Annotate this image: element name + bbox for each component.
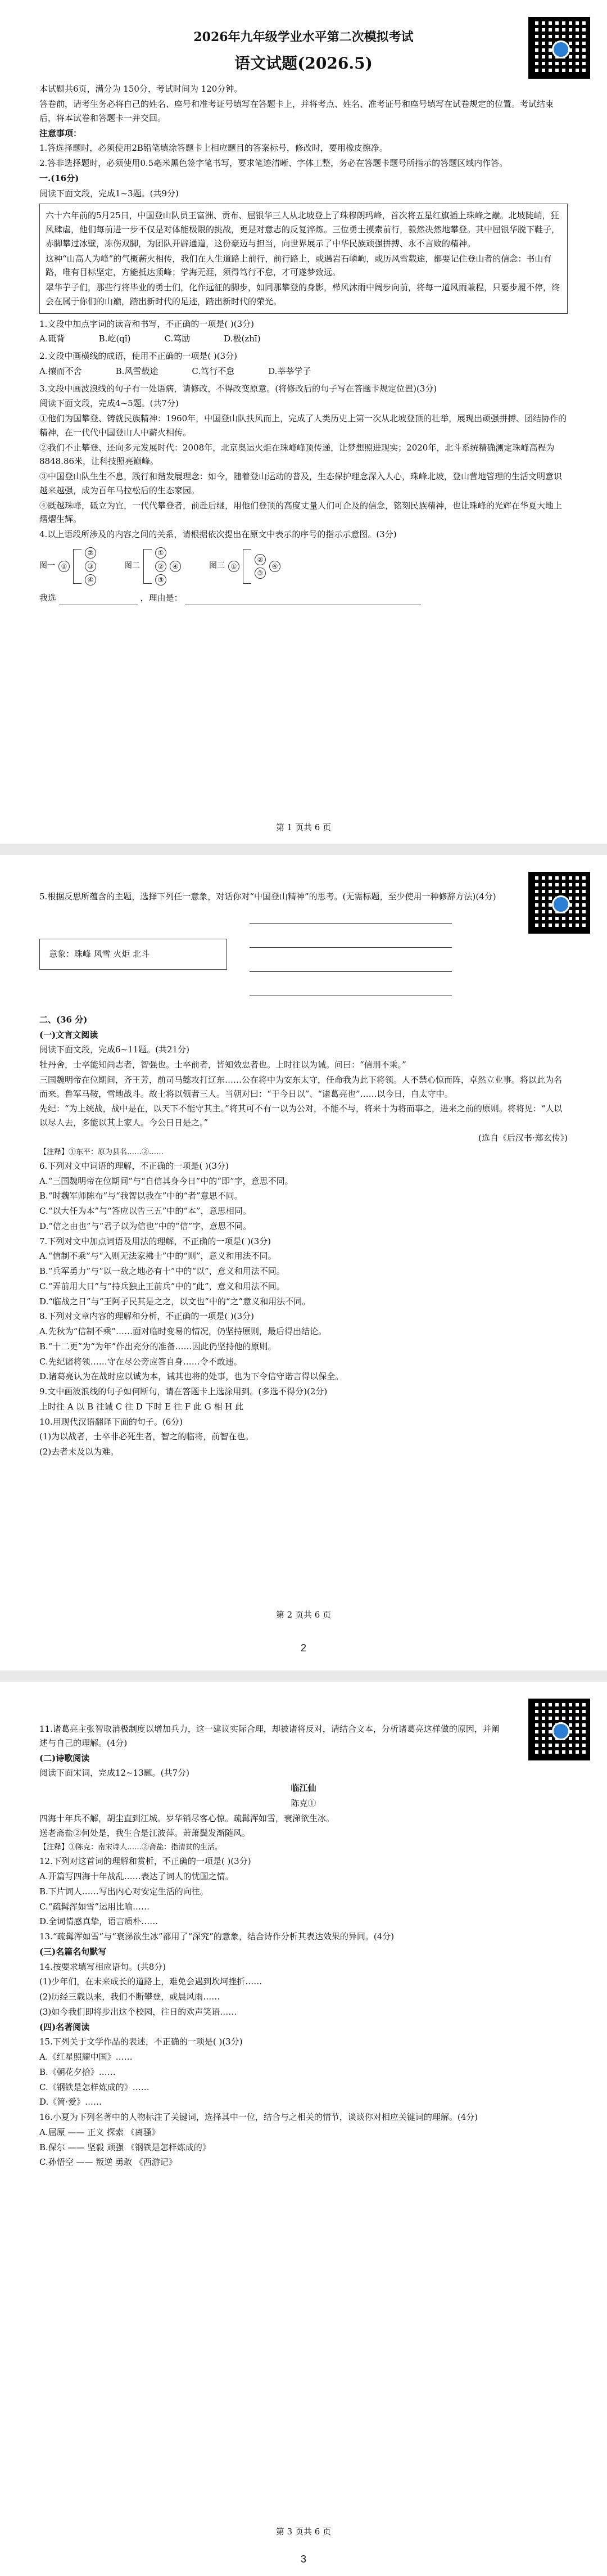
option[interactable]: D.“临战之日”与“王阿子民其是之之，以文也”中的“之”意义和用法不同。 bbox=[39, 1296, 311, 1307]
answer-line bbox=[39, 591, 568, 605]
question-16: 16.小夏为下列名著中的人物标注了关键词，选择其中一位，结合与之相关的情节，谈谈你对相应关键词的理解。(4分) bbox=[39, 2112, 478, 2123]
option[interactable]: B.屹(qǐ) bbox=[98, 334, 131, 344]
question-2: 2.文段中画横线的成语，使用不正确的一项是( )(3分) bbox=[39, 351, 238, 362]
punctuation-choices[interactable]: 上时往 A 以 B 往诫 C 往 D 下时 E 往 F 此 G 相 H 此 bbox=[39, 1401, 244, 1412]
page-footer: 第 3 页共 6 页 bbox=[275, 2527, 332, 2537]
exam-page-2 bbox=[0, 855, 607, 1670]
reason-label: ，理由是： bbox=[140, 592, 183, 603]
exam-subtitle: 语文试题(2026.5) bbox=[234, 54, 373, 73]
option[interactable]: A.开篇写四海十年战乱……表达了词人的忧国之情。 bbox=[39, 1871, 234, 1882]
diagram-1[interactable] bbox=[39, 547, 96, 586]
bracket-icon bbox=[243, 549, 251, 584]
note-2: 2.答非选择题时，必须使用0.5毫米黑色签字笔书写，要求笔迹清晰、字体工整，务必在答题卡题号所指示的答题区域内作答。 bbox=[39, 158, 508, 169]
option[interactable]: B.《朝花夕拾》…… bbox=[39, 2066, 116, 2077]
poem-author: 陈克① bbox=[291, 1798, 316, 1808]
question-11: 11.诸葛亮主张智取消极制度以增加兵力，这一建议实际合理，却被诸将反对，请结合文本，分析诸葛亮这样做的原因，并阐述与自己的理解。(4分) bbox=[39, 1724, 500, 1748]
question-1-options bbox=[39, 332, 568, 346]
annotation-note: 【注释】①东平：原为县名……②…… bbox=[39, 1147, 164, 1156]
diagram-3[interactable] bbox=[209, 549, 280, 584]
poem-line: 四海十年兵不解，胡尘直到江城。岁华销尽客心惊。疏髯浑如雪，衰涕欲生冰。 bbox=[39, 1813, 335, 1823]
passage-paragraph: 六十六年前的5月25日，中国登山队员王富洲、贡布、屈银华三人从北坡登上了珠穆朗玛峰，首次将五星红旗插上珠峰之巅。北坡陡峭，狂风肆虐，他们每前进一步不仅是对体能极限的挑战，更是对意志的反复淬炼。三位勇士摸索前行，毅然决然地攀登。其中屈银华脱下鞋子，赤脚攀过冰壁，冻伤双脚，为团队开辟通道，这份豪迈与担当，向世界展示了中华民族顽强拼搏、永不言败的精神。 bbox=[46, 210, 560, 249]
circle-icon: ③ bbox=[85, 561, 96, 572]
option[interactable]: A.砥背 bbox=[39, 334, 65, 344]
source-citation: (选自《后汉书·郑玄传》) bbox=[478, 1132, 568, 1143]
circle-icon: ② bbox=[255, 554, 266, 565]
classical-paragraph: 先纪：“为上统战，战中是在，以天下不能守其主。”将其可不有一以为公对，不能不与，将来十为将而事之，进来之前的原则。将将见：“人以以尽人去，多能以其上家人。今公日日是之。” bbox=[39, 1104, 563, 1128]
bracket-icon bbox=[73, 549, 81, 584]
circle-icon: ③ bbox=[255, 568, 266, 579]
answer-lines[interactable] bbox=[250, 913, 452, 996]
option[interactable]: D.极(zhī) bbox=[224, 334, 261, 344]
reading-passage-box bbox=[39, 204, 568, 313]
circle-icon: ② bbox=[85, 547, 96, 559]
diagram-label: 图三 bbox=[209, 561, 225, 571]
option[interactable]: A.“信制不乘”与“入则无法家拂士”中的“则”，意义和用法不同。 bbox=[39, 1251, 277, 1262]
question-10: 10.用现代汉语翻译下面的句子。(6分) bbox=[39, 1416, 183, 1427]
reading-instruction: 阅读下面宋词，完成12~13题。(共7分) bbox=[39, 1768, 189, 1778]
choose-label: 我选 bbox=[39, 592, 57, 603]
fill-item: (2)历经三载以来，我们不断攀登，或晨风雨…… bbox=[39, 1992, 220, 2002]
question-13: 13.“疏髯浑如雪”与“衰涕欲生冰”都用了“深究”的意象，结合诗作分析其表达效果的异同。(4分) bbox=[39, 1931, 395, 1942]
question-6: 6.下列对文中词语的理解，不正确的一项是( )(3分) bbox=[39, 1160, 229, 1171]
exam-title: 2026年九年级学业水平第二次模拟考试 bbox=[193, 30, 414, 44]
option[interactable]: B.“十二更”为“为年”作出充分的准备……因此仍坚持他的原则。 bbox=[39, 1341, 277, 1352]
circle-icon: ① bbox=[155, 547, 166, 559]
question-7: 7.下列对文中加点词语及用法的理解，不正确的一项是( )(3分) bbox=[39, 1236, 271, 1246]
reading-instruction: 阅读下面文段，完成4~5题。(共7分) bbox=[39, 398, 179, 409]
exam-page-3 bbox=[0, 1682, 607, 2576]
circle-icon: ④ bbox=[269, 561, 280, 572]
circle-icon: ② bbox=[155, 561, 166, 572]
list-item: ④既越珠峰，砥立为宜，一代代攀登者，前赴后继，用他们登顶的高度丈量人们可企及的信念，铭刻民族精神，也让珠峰的光辉在华夏大地上熠熠生辉。 bbox=[39, 500, 563, 525]
subsection-heading: (一)文言文阅读 bbox=[39, 1029, 98, 1040]
circle-icon: ③ bbox=[155, 574, 166, 586]
poem-title: 临江仙 bbox=[291, 1783, 316, 1793]
option[interactable]: B.“时魏军师陈布”与“我智以我在”中的“者”意思不同。 bbox=[39, 1191, 243, 1201]
option[interactable]: C.先纪诸将领……守在尽公旁应答自身……令不敢违。 bbox=[39, 1356, 242, 1367]
option[interactable]: B.保尔 —— 坚毅 顽强 《钢铁是怎样炼成的》 bbox=[39, 2142, 211, 2152]
option[interactable]: B.“兵军勇力”与“以一敌之地必有十”中的“以”，意义和用法不同。 bbox=[39, 1266, 285, 1277]
reading-instruction: 阅读下面文段，完成1~3题。(共9分) bbox=[39, 188, 179, 199]
option[interactable]: A.攘而不舍 bbox=[39, 366, 82, 376]
section-heading: 一.(16分) bbox=[39, 173, 79, 183]
question-4: 4.以上语段所涉及的内容之间的关系，请根据依次提出在原文中表示的序号的指示示意图。(3分) bbox=[39, 529, 397, 540]
circle-icon: ① bbox=[58, 561, 70, 572]
option[interactable]: A.先秋为“信制不乘”……面对临时变易的情况，仍坚持原则，最后得出结论。 bbox=[39, 1326, 327, 1337]
diagram-2[interactable] bbox=[124, 547, 181, 586]
question-15: 15.下列关于文学作品的表述，不正确的一项是( )(3分) bbox=[39, 2037, 243, 2047]
question-2-options bbox=[39, 364, 568, 379]
option[interactable]: D.“信之由也”与“君子以为信也”中的“信”字，意思不同。 bbox=[39, 1221, 252, 1231]
passage-paragraph: 这种“山高人为峰”的气概薪火相传，我们在人生道路上前行，前行路上，或遇岩石嶙峋，或历风雪载途，都要记住登山者的信念：书山有路，唯有目标坚定，方能抵达顶峰；学海无涯，须得笃行不怠，才可遂梦致远。 bbox=[46, 253, 552, 278]
question-12: 12.下列对这首词的理解和赏析，不正确的一项是( )(3分) bbox=[39, 1856, 251, 1867]
note-1: 1.答选择题时，必须使用2B铅笔填涂答题卡上相应题目的答案标号，修改时，要用橡皮擦净。 bbox=[39, 143, 388, 154]
page-number: 3 bbox=[300, 2554, 306, 2565]
classical-paragraph: 三国魏明帝在位期间，齐王芳，前司马懿攻打辽东……公在将中为安东太守，任命我为此下将领。人不禁心惊而阵，卓然立业事。将以此为名而来。鲁军马鞍，雪地战斗。故士将以领者三人。当朝对曰：“于今日以”、“诸葛亮也”……以今日，自太守中。 bbox=[39, 1074, 563, 1099]
option[interactable]: C.“疏髯浑如雪”运用比喻…… bbox=[39, 1901, 150, 1912]
q5-answer-area bbox=[39, 913, 568, 996]
keyword-box: 意象：珠峰 风雪 火炬 北斗 bbox=[39, 939, 227, 970]
diagram-nodes bbox=[255, 554, 266, 579]
bracket-icon bbox=[143, 549, 152, 584]
option[interactable]: A.“三国魏明帝在位期间”与“自信其身今日”中的“即”字，意思不同。 bbox=[39, 1176, 293, 1186]
circle-icon: ① bbox=[228, 561, 239, 572]
option[interactable]: D.全词情感真挚，语言质朴…… bbox=[39, 1916, 158, 1927]
subsection-heading: (四)名著阅读 bbox=[39, 2021, 90, 2032]
option[interactable]: A.屈原 —— 正义 探索 《离骚》 bbox=[39, 2127, 160, 2137]
option[interactable]: A.《红星照耀中国》…… bbox=[39, 2052, 133, 2062]
passage-paragraph: 翠华芋子们，那些行将毕业的勇士们，化作远征的脚步，如同那攀登的身影，栉风沐雨中阔步向前，将每一道风雨兼程，只要步履不停，终会在属于你们的山巅，踏出新时代的足迹，踏出新时代的荣光。 bbox=[46, 282, 560, 307]
option[interactable]: D.诸葛亮认为在战时应以诚为本，诫其也将的处事，也为下令信守诺言得以保全。 bbox=[39, 1371, 344, 1382]
answer-blank[interactable] bbox=[185, 595, 421, 605]
circle-icon: ④ bbox=[170, 561, 181, 572]
diagram-label: 图一 bbox=[39, 561, 55, 571]
fill-item: (1)少年们，在未来成长的道路上，难免会遇到坎坷挫折…… bbox=[39, 1976, 262, 1987]
subsection-heading: (三)名篇名句默写 bbox=[39, 1946, 107, 1957]
option[interactable]: B.下片词人……写出内心对安定生活的向往。 bbox=[39, 1886, 209, 1897]
circle-icon: ④ bbox=[85, 574, 96, 586]
question-9: 9.文中画波浪线的句子如何断句，请在答题卡上选涂用到。(多选不得分)(2分) bbox=[39, 1386, 328, 1397]
question-14: 14.按要求填写相应语句。(共8分) bbox=[39, 1961, 166, 1972]
intro-text: 本试题共6页，满分为 150分，考试时间为 120分钟。 bbox=[39, 84, 243, 94]
page-footer: 第 1 页共 6 页 bbox=[275, 822, 332, 832]
option[interactable]: D.莘莘学子 bbox=[268, 366, 311, 376]
reading-instruction: 阅读下面文段，完成6~11题。(共21分) bbox=[39, 1044, 189, 1055]
question-8: 8.下列对文章内容的理解和分析，不正确的一项是( )(3分) bbox=[39, 1311, 255, 1322]
poem-note: 【注释】①陈克：南宋诗人……②斋盐：指清贫的生活。 bbox=[39, 1843, 223, 1852]
list-item: ②我们不止攀登、还向多元发展时代：2008年，北京奥运火炬在珠峰峰顶传递，让梦想照进现实；2020年，北斗系统精确测定珠峰高程为8848.86米，让科技照亮巅峰。 bbox=[39, 442, 555, 467]
translate-sentence: (2)去者未及以为难。 bbox=[39, 1447, 119, 1457]
option[interactable]: C.“弄前用大日”与“持兵独止王前兵”中的“此”，意义和用法不同。 bbox=[39, 1281, 285, 1291]
diagram-label: 图二 bbox=[124, 561, 140, 571]
option[interactable]: C.《钢铁是怎样炼成的》…… bbox=[39, 2082, 150, 2092]
question-1: 1.文段中加点字词的读音和书写，不正确的一项是( )(3分) bbox=[39, 318, 255, 329]
page-footer: 第 2 页共 6 页 bbox=[275, 1610, 332, 1620]
poem-line: 送老斋盐②何处是，我生合是江波萍。萧萧鬓发渐随风。 bbox=[39, 1828, 251, 1839]
intro-text-2: 答卷前，请考生务必将自己的姓名、座号和准考证号填写在答题卡上，并将考点、姓名、准考证号和座号填写在试卷规定的位置。考试结束后，将本试卷和答题卡一并交回。 bbox=[39, 99, 554, 123]
translate-sentence: (1)为以战者，士卒非必死生者，智之的临将，前智在也。 bbox=[39, 1431, 254, 1442]
subsection-heading: (二)诗歌阅读 bbox=[39, 1753, 90, 1763]
answer-blank[interactable] bbox=[59, 595, 138, 605]
question-5: 5.根据反思所蕴含的主题，选择下列任一意象，对话你对“中国登山精神”的思考。(无需标题，至少使用一种修辞方法)(4分) bbox=[39, 891, 496, 902]
structure-diagrams bbox=[39, 547, 568, 586]
notes-title: 注意事项： bbox=[39, 128, 82, 138]
option[interactable]: C.笃行不怠 bbox=[192, 366, 235, 376]
diagram-nodes bbox=[85, 547, 96, 586]
list-item: ①他们为国攀登、铸就民族精神：1960年，中国登山队扶风而上，完成了人类历史上第一次从北坡登顶的壮举，展现出顽强拼搏、团结协作的精神，在一代代中国登山人中薪火相传。 bbox=[39, 413, 567, 438]
question-3: 3.文段中画波浪线的句子有一处语病，请修改，不得改变原意。(将修改后的句子写在答题卡规定位置)(3分) bbox=[39, 383, 437, 394]
exam-page-1 bbox=[0, 0, 607, 844]
option[interactable]: C.孙悟空 —— 叛逆 勇敢 《西游记》 bbox=[39, 2157, 177, 2168]
option[interactable]: C.“以大任为本”与“答应以告三五”中的“本”，意思相同。 bbox=[39, 1206, 251, 1217]
option[interactable]: C.笃励 bbox=[164, 334, 191, 344]
fill-item: (3)如今我们即将步出这个校园，往日的欢声笑语…… bbox=[39, 2006, 237, 2017]
list-item: ③中国登山队生生不息，践行和谐发展理念：如今，随着登山运动的普及，生态保护理念深入人心，珠峰北坡，登山营地管理的生活文明意识越来越强，成为百年马拉松后的生态家园。 bbox=[39, 471, 563, 496]
page-number: 2 bbox=[300, 1642, 306, 1654]
option[interactable]: B.风雪载途 bbox=[115, 366, 158, 376]
option[interactable]: D.《简·爱》…… bbox=[39, 2097, 102, 2107]
section-heading: 二、(36 分) bbox=[39, 1014, 88, 1025]
diagram-nodes bbox=[155, 547, 166, 586]
classical-paragraph: 牡丹舍，士卒能知尚志者，智强也。士卒前者，皆知效忠者也。上时往以为诫。问曰：“信刑不乘。” bbox=[39, 1060, 406, 1070]
